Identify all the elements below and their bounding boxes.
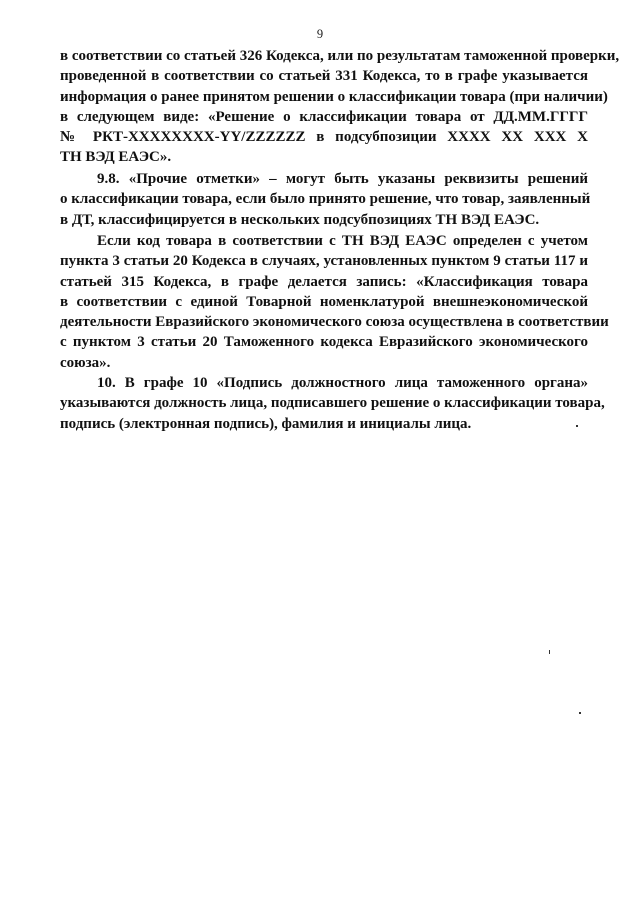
scan-speck bbox=[549, 650, 550, 654]
text-line: № РКТ-XXXXXXXX-YY/ZZZZZZ в подсубпозиции XXXX XX XXX X bbox=[60, 129, 588, 146]
text-line: ТН ВЭД ЕАЭС». bbox=[60, 149, 172, 166]
text-line: статьей 315 Кодекса, в графе делается запись: «Классификация товара bbox=[60, 273, 588, 290]
paragraph-other-notes bbox=[60, 169, 591, 230]
text-line: с пунктом 3 статьи 20 Таможенного кодекса Евразийского экономического bbox=[60, 334, 588, 351]
text-line: пункта 3 статьи 20 Кодекса в случаях, установленных пунктом 9 статьи 117 и bbox=[60, 253, 588, 270]
paragraph-classification-decision bbox=[60, 46, 620, 168]
page-number: 9 bbox=[316, 27, 324, 41]
text-line: союза». bbox=[60, 354, 111, 371]
text-line: подпись (электронная подпись), фамилия и инициалы лица. bbox=[60, 415, 472, 432]
text-line: 9.8. «Прочие отметки» – могут быть указаны реквизиты решений bbox=[97, 171, 588, 187]
scan-speck bbox=[576, 425, 578, 427]
text-line: о классификации товара, если было принято решение, что товар, заявленный bbox=[60, 191, 591, 208]
text-line: в соответствии с единой Товарной номенклатурой внешнеэкономической bbox=[60, 293, 588, 310]
paragraph-code-determination bbox=[60, 231, 609, 373]
paragraph-signature bbox=[60, 373, 605, 434]
text-line: деятельности Евразийского экономического союза осуществлена в соответствии bbox=[60, 314, 609, 331]
text-line: в ДТ, классифицируется в нескольких подсубпозициях ТН ВЭД ЕАЭС. bbox=[60, 211, 540, 228]
text-line: в соответствии со статьей 326 Кодекса, или по результатам таможенной проверки, bbox=[60, 48, 620, 64]
scan-speck bbox=[579, 712, 581, 714]
text-line: Если код товара в соответствии с ТН ВЭД ЕАЭС определен с учетом bbox=[97, 233, 588, 249]
text-line: проведенной в соответствии со статьей 331 Кодекса, то в графе указывается bbox=[60, 68, 588, 85]
text-line: информация о ранее принятом решении о классификации товара (при наличии) bbox=[60, 88, 608, 105]
text-line: указываются должность лица, подписавшего решение о классификации товара, bbox=[60, 395, 605, 412]
text-line: в следующем виде: «Решение о классификации товара от ДД.ММ.ГГГГ bbox=[60, 108, 588, 125]
text-line: 10. В графе 10 «Подпись должностного лица таможенного органа» bbox=[97, 375, 588, 391]
